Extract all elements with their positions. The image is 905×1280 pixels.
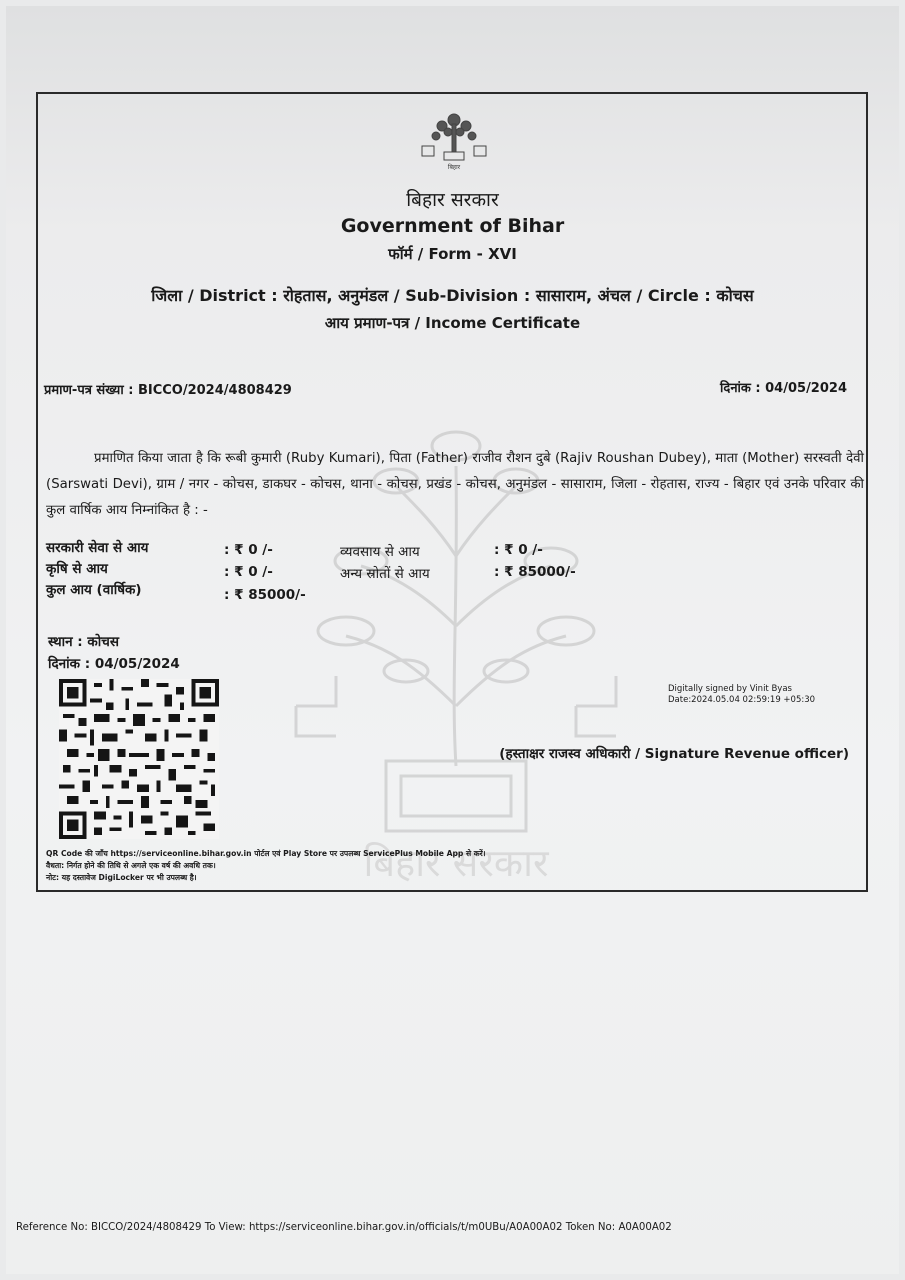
other-sources-label: अन्य स्रोतों से आय <box>340 566 430 582</box>
notes-block <box>46 848 486 884</box>
total-income-label: कुल आय (वार्षिक) <box>46 582 142 598</box>
district-line: जिला / District : रोहतास, अनुमंडल / Sub-Division : सासाराम, अंचल / Circle : कोचस <box>151 286 754 305</box>
total-income-value: : ₹ 85000/- <box>224 587 306 603</box>
emblem-text: बिहार <box>447 164 461 171</box>
english-title: Government of Bihar <box>340 215 565 237</box>
form-title: फॉर्म / Form - XVI <box>388 245 517 263</box>
digilocker-note: नोट: यह दस्तावेज DigiLocker पर भी उपलब्ध है। <box>46 873 197 882</box>
certificate-title: आय प्रमाण-पत्र / Income Certificate <box>324 314 581 332</box>
validity-note: वैधता: निर्गत होने की तिथि से अगले एक वर्ष की अवधि तक। <box>46 861 216 870</box>
govt-service-value: : ₹ 0 /- <box>224 542 273 558</box>
certificate-paper <box>6 6 899 1274</box>
bihar-emblem-logo <box>418 106 490 172</box>
agriculture-label: कृषि से आय <box>46 561 108 577</box>
issue-date: दिनांक : 04/05/2024 <box>48 656 180 672</box>
watermark-text: बिहार सरकार <box>363 841 549 885</box>
issue-place: स्थान : कोचस <box>48 634 119 650</box>
qr-verify-note: QR Code की जाँच https://serviceonline.bihar.gov.in पोर्टल एवं Play Store पर उपलब्ध ServicePlus Mobile App से करें। <box>46 849 486 858</box>
agriculture-value: : ₹ 0 /- <box>224 564 273 580</box>
digital-signature-name: Digitally signed by Vinit Byas <box>668 684 792 694</box>
certificate-body: प्रमाणित किया जाता है कि रूबी कुमारी (Ruby Kumari), पिता (Father) राजीव रौशन दुबे (Rajiv Roushan Dubey), माता (Mother) सरस्वती देवी (Sarswati Devi), ग्राम / नगर - कोचस, डाकघर - कोचस, थाना - कोचस, प्रखंड - कोचस, अनुमंडल - सासाराम, जिला - रोहतास, राज्य - बिहार एवं उनके परिवार की कुल वार्षिक आय निम्नांकित है : - <box>46 451 864 518</box>
other-sources-value: : ₹ 85000/- <box>494 564 576 580</box>
qr-code[interactable] <box>56 679 222 839</box>
business-value: : ₹ 0 /- <box>494 542 543 558</box>
hindi-title: बिहार सरकार <box>406 189 499 211</box>
certificate-date: दिनांक : 04/05/2024 <box>720 381 847 396</box>
certificate-number: प्रमाण-पत्र संख्या : BICCO/2024/4808429 <box>44 383 292 398</box>
digital-signature-date: Date:2024.05.04 02:59:19 +05:30 <box>668 695 816 705</box>
govt-service-label: सरकारी सेवा से आय <box>46 540 149 556</box>
reference-footer: Reference No: BICCO/2024/4808429 To View: https://serviceonline.bihar.gov.in/officials/t/m0UBu/A0A00A02 Token No: A0A00A02 <box>16 1222 672 1233</box>
signature-label: (हस्ताक्षर राजस्व अधिकारी / Signature Revenue officer) <box>499 746 849 762</box>
business-label: व्यवसाय से आय <box>340 544 420 560</box>
digital-signature-block <box>668 684 815 706</box>
